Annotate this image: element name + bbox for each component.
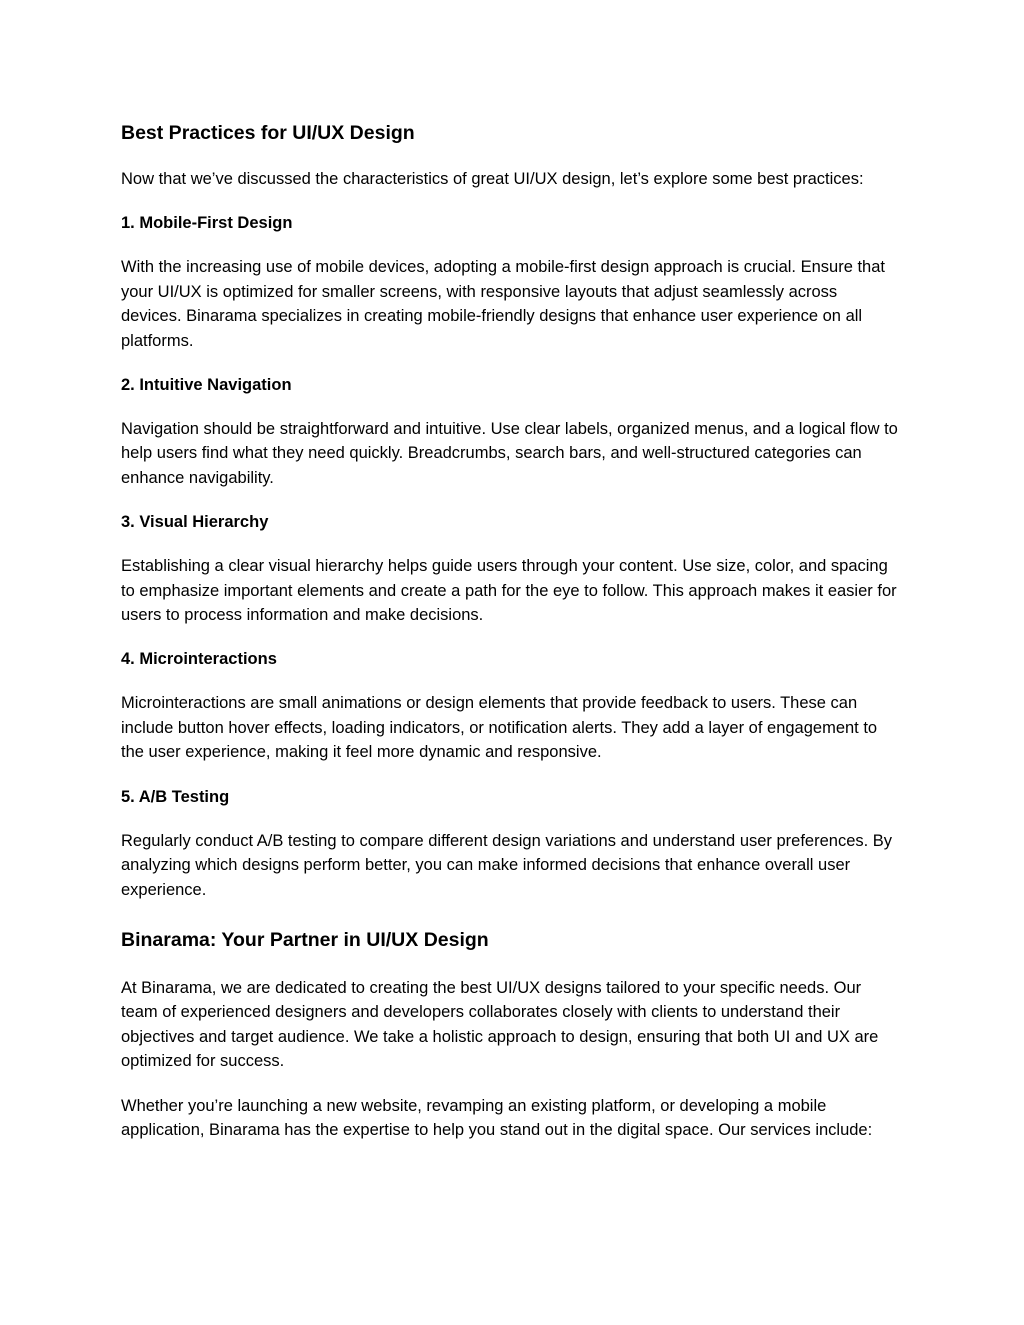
section-body-ab-testing: Regularly conduct A/B testing to compare different design variations and understand user preferences. By analyzing which designs perform better, you can make informed decisions that enhance overall user experience.	[121, 831, 893, 899]
intro-paragraph: Now that we’ve discussed the characteristics of great UI/UX design, let’s explore some best practices:	[121, 170, 864, 188]
section-body-intuitive-navigation: Navigation should be straightforward and intuitive. Use clear labels, organized menus, and a logical flow to help users find what they need quickly. Breadcrumbs, search bars, and well-structured categories can enhance navigability.	[121, 420, 898, 487]
document-page	[121, 119, 901, 1142]
section-title-microinteractions: 4. Microinteractions	[121, 650, 277, 669]
section-body-mobile-first: With the increasing use of mobile devices, adopting a mobile-first design approach is crucial. Ensure that your UI/UX is optimized for smaller screens, with responsive layouts that adjust seamlessly across devices. Binarama specializes in creating mobile-friendly designs that enhance user experience on all platforms.	[121, 258, 885, 350]
section-body-visual-hierarchy: Establishing a clear visual hierarchy helps guide users through your content. Use size, color, and spacing to emphasize important elements and create a path for the eye to follow. This approach makes it easier for users to process information and make decisions.	[121, 557, 897, 625]
section-title-mobile-first: 1. Mobile-First Design	[121, 214, 293, 233]
section-title-visual-hierarchy: 3. Visual Hierarchy	[121, 513, 269, 532]
section-title-intuitive-navigation: 2. Intuitive Navigation	[121, 376, 292, 395]
section-title-ab-testing: 5. A/B Testing	[121, 787, 230, 806]
section-body-microinteractions: Microinteractions are small animations or design elements that provide feedback to users. These can include button hover effects, loading indicators, or notification alerts. They add a layer of engagement to the user experience, making it feel more dynamic and responsive.	[121, 694, 878, 762]
heading-best-practices: Best Practices for UI/UX Design	[121, 122, 415, 144]
heading-partner: Binarama: Your Partner in UI/UX Design	[121, 928, 489, 951]
partner-paragraph: At Binarama, we are dedicated to creating the best UI/UX designs tailored to your specific needs. Our team of experienced designers and developers collaborates closely with clients to understand their objectives and target audience. We take a holistic approach to design, ensuring that both UI and UX are optimized for success.	[121, 978, 879, 1071]
partner-paragraph: Whether you’re launching a new website, revamping an existing platform, or developing a mobile application, Binarama has the expertise to help you stand out in the digital space. Our services include:	[121, 1096, 873, 1139]
